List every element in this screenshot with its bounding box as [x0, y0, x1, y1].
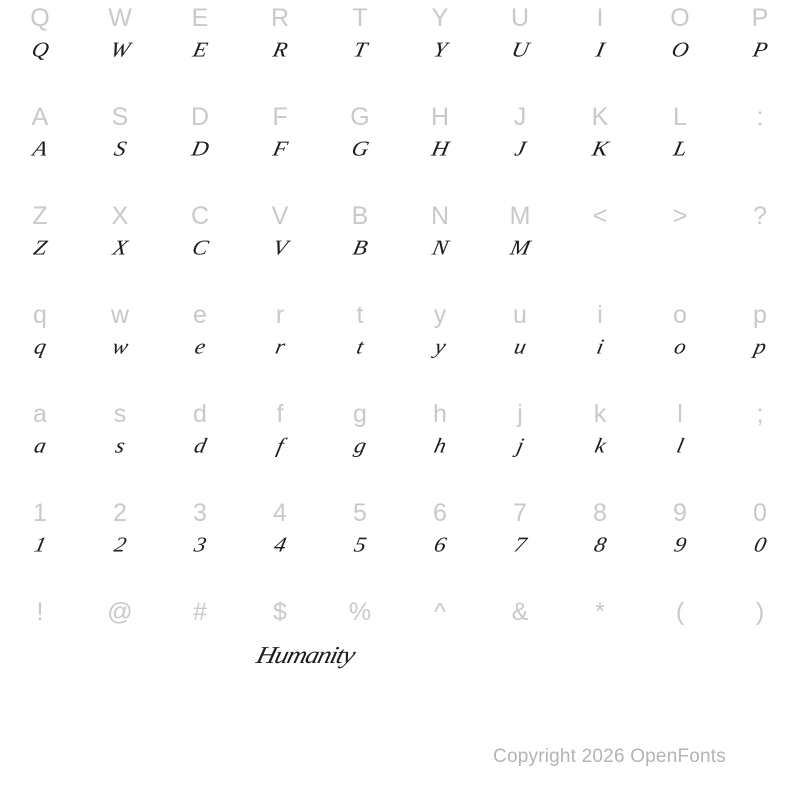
key-label: *	[595, 598, 605, 626]
glyph-sample: V	[270, 236, 290, 260]
glyph-cell	[0, 34, 80, 66]
glyph-sample: T	[351, 38, 369, 62]
key-cell	[400, 594, 480, 628]
key-cell	[560, 99, 640, 133]
glyph-cell	[0, 529, 80, 561]
key-label: O	[670, 4, 690, 32]
signature-sample: Humanity	[253, 641, 357, 669]
key-cell	[240, 198, 320, 232]
key-label: p	[753, 301, 767, 329]
key-cell	[160, 99, 240, 133]
glyph-cell	[80, 331, 160, 363]
glyph-cell	[400, 331, 480, 363]
key-cell	[640, 594, 720, 628]
copyright-notice: Copyright 2026 OpenFonts	[493, 746, 726, 767]
glyph-cell	[720, 331, 800, 363]
glyph-sample: t	[354, 335, 366, 359]
glyph-sample: Y	[431, 38, 449, 62]
key-label: 8	[593, 499, 607, 527]
glyph-sample: k	[592, 434, 608, 458]
glyph-cell	[240, 430, 320, 462]
key-label: ?	[753, 202, 767, 230]
key-label: &	[511, 598, 529, 626]
glyph-row	[0, 34, 800, 66]
key-label-row	[0, 99, 800, 133]
key-label: 4	[273, 499, 287, 527]
glyph-sample: 6	[432, 533, 449, 557]
glyph-sample: 9	[672, 533, 689, 557]
glyph-cell	[240, 331, 320, 363]
key-cell	[0, 594, 80, 628]
key-cell	[480, 594, 560, 628]
key-label-row	[0, 396, 800, 430]
key-cell	[320, 0, 400, 34]
key-label: H	[430, 103, 450, 131]
key-cell	[640, 99, 720, 133]
key-cell	[400, 0, 480, 34]
key-label: 0	[753, 499, 767, 527]
glyph-cell	[640, 529, 720, 561]
signature-sample-row	[0, 640, 800, 671]
glyph-cell	[0, 133, 80, 165]
glyph-sample: D	[189, 137, 211, 161]
glyph-cell	[240, 232, 320, 264]
glyph-sample: C	[190, 236, 210, 260]
glyph-sample: S	[112, 137, 129, 161]
glyph-sample: E	[190, 38, 210, 62]
key-cell	[720, 594, 800, 628]
key-label: U	[510, 4, 530, 32]
key-label: s	[113, 400, 127, 428]
key-label: ^	[434, 598, 446, 626]
glyph-cell	[400, 529, 480, 561]
glyph-sample: G	[349, 137, 371, 161]
glyph-cell	[400, 430, 480, 462]
glyph-cell	[80, 430, 160, 462]
key-cell	[80, 396, 160, 430]
key-cell	[480, 495, 560, 529]
glyph-sample: F	[270, 137, 290, 161]
glyph-sample: f	[274, 434, 286, 458]
glyph-cell	[320, 529, 400, 561]
glyph-cell	[160, 232, 240, 264]
glyph-sample: u	[512, 335, 529, 359]
glyph-sample: L	[671, 137, 689, 161]
glyph-cell	[320, 331, 400, 363]
key-cell	[160, 495, 240, 529]
glyph-sample: A	[30, 137, 50, 161]
key-cell	[160, 198, 240, 232]
key-label: ;	[756, 400, 764, 428]
key-label: 7	[513, 499, 527, 527]
key-cell	[320, 297, 400, 331]
glyph-sample	[637, 233, 723, 262]
glyph-sample: h	[432, 434, 449, 458]
key-cell	[160, 297, 240, 331]
key-cell	[560, 495, 640, 529]
glyph-sample: M	[508, 236, 532, 260]
glyph-cell	[0, 430, 80, 462]
key-label: 2	[113, 499, 127, 527]
glyph-sample: g	[352, 434, 369, 458]
key-label: u	[513, 301, 527, 329]
glyph-cell	[0, 331, 80, 363]
key-label: h	[433, 400, 447, 428]
key-label: g	[353, 400, 367, 428]
key-label-row	[0, 0, 800, 34]
key-label-row	[0, 198, 800, 232]
glyph-cell	[80, 133, 160, 165]
key-cell	[240, 0, 320, 34]
key-label: >	[672, 202, 688, 230]
key-label: t	[356, 301, 364, 329]
key-label: w	[110, 301, 130, 329]
glyph-cell	[320, 133, 400, 165]
key-cell	[160, 396, 240, 430]
key-label: V	[271, 202, 289, 230]
key-cell	[480, 0, 560, 34]
key-cell	[80, 594, 160, 628]
glyph-sample: 8	[592, 533, 609, 557]
key-label: i	[597, 301, 603, 329]
glyph-sample: 4	[272, 533, 289, 557]
key-cell	[720, 297, 800, 331]
glyph-cell	[720, 529, 800, 561]
glyph-cell	[160, 430, 240, 462]
key-label-row	[0, 297, 800, 331]
glyph-row	[0, 529, 800, 561]
key-label: 1	[33, 499, 47, 527]
key-cell	[240, 495, 320, 529]
key-label: P	[751, 4, 769, 32]
key-label: #	[193, 598, 207, 626]
key-label: o	[673, 301, 687, 329]
key-label: A	[31, 103, 49, 131]
key-label: l	[677, 400, 683, 428]
key-cell	[480, 297, 560, 331]
glyph-sample: P	[750, 38, 770, 62]
glyph-sample: o	[672, 335, 689, 359]
key-label: $	[273, 598, 287, 626]
key-cell	[80, 99, 160, 133]
glyph-sample: s	[113, 434, 127, 458]
glyph-sample: X	[110, 236, 130, 260]
key-label: d	[193, 400, 207, 428]
glyph-sample: Q	[29, 38, 51, 62]
glyph-sample: B	[350, 236, 370, 260]
key-cell	[320, 495, 400, 529]
key-label: N	[430, 202, 450, 230]
key-cell	[480, 396, 560, 430]
key-cell	[320, 198, 400, 232]
glyph-cell	[480, 529, 560, 561]
glyph-sample: r	[273, 335, 287, 359]
key-label: X	[111, 202, 129, 230]
key-cell	[400, 198, 480, 232]
key-cell	[0, 495, 80, 529]
glyph-sample: 2	[112, 533, 129, 557]
glyph-cell	[240, 529, 320, 561]
key-label-row	[0, 594, 800, 628]
key-cell	[560, 198, 640, 232]
key-label: %	[348, 598, 372, 626]
glyph-cell	[480, 331, 560, 363]
key-cell	[720, 0, 800, 34]
glyph-sample: 7	[512, 533, 529, 557]
key-cell	[400, 495, 480, 529]
key-label: J	[513, 103, 527, 131]
glyph-sample: H	[429, 137, 451, 161]
key-cell	[720, 99, 800, 133]
glyph-cell	[480, 133, 560, 165]
glyph-cell	[560, 232, 640, 264]
key-label: q	[33, 301, 47, 329]
glyph-sample	[717, 233, 800, 262]
glyph-cell	[640, 34, 720, 66]
key-label: E	[191, 4, 209, 32]
key-label: 9	[673, 499, 687, 527]
key-cell	[560, 594, 640, 628]
key-cell	[0, 198, 80, 232]
glyph-sample: W	[108, 38, 132, 62]
glyph-sample: N	[430, 236, 450, 260]
key-cell	[640, 297, 720, 331]
glyph-cell	[720, 34, 800, 66]
key-label-row	[0, 495, 800, 529]
key-cell	[0, 99, 80, 133]
key-label: B	[351, 202, 369, 230]
key-label: !	[36, 598, 44, 626]
key-cell	[160, 0, 240, 34]
glyph-cell	[320, 34, 400, 66]
glyph-cell	[480, 34, 560, 66]
key-cell	[320, 99, 400, 133]
glyph-cell	[640, 331, 720, 363]
key-cell	[0, 396, 80, 430]
glyph-cell	[160, 331, 240, 363]
glyph-cell	[640, 430, 720, 462]
glyph-row	[0, 331, 800, 363]
key-label: 3	[193, 499, 207, 527]
key-label: )	[755, 598, 765, 626]
key-cell	[400, 396, 480, 430]
key-cell	[640, 0, 720, 34]
key-label: D	[190, 103, 210, 131]
key-label: Y	[431, 4, 449, 32]
key-cell	[0, 297, 80, 331]
glyph-cell	[160, 133, 240, 165]
glyph-row	[0, 430, 800, 462]
glyph-cell	[560, 529, 640, 561]
glyph-cell	[0, 232, 80, 264]
key-label: S	[111, 103, 129, 131]
key-label: r	[275, 301, 285, 329]
glyph-sample: j	[514, 434, 526, 458]
key-label: 5	[353, 499, 367, 527]
glyph-cell	[640, 133, 720, 165]
key-cell	[720, 396, 800, 430]
key-cell	[480, 198, 560, 232]
glyph-cell	[480, 430, 560, 462]
key-label: :	[756, 103, 764, 131]
glyph-sample: R	[270, 38, 290, 62]
glyph-sample: w	[110, 335, 130, 359]
glyph-cell	[720, 133, 800, 165]
key-cell	[80, 0, 160, 34]
glyph-cell	[560, 34, 640, 66]
glyph-sample	[557, 233, 643, 262]
glyph-cell	[480, 232, 560, 264]
key-cell	[640, 495, 720, 529]
key-cell	[720, 495, 800, 529]
glyph-cell	[320, 430, 400, 462]
key-label: <	[592, 202, 608, 230]
key-cell	[560, 297, 640, 331]
glyph-sample: K	[590, 137, 610, 161]
glyph-sample: 3	[192, 533, 209, 557]
key-cell	[80, 495, 160, 529]
glyph-sample: i	[594, 335, 606, 359]
key-cell	[240, 396, 320, 430]
key-label: W	[108, 4, 132, 32]
key-cell	[560, 396, 640, 430]
key-cell	[640, 198, 720, 232]
key-label: K	[591, 103, 609, 131]
glyph-cell	[240, 34, 320, 66]
glyph-row	[0, 133, 800, 165]
key-cell	[240, 594, 320, 628]
key-label: 6	[433, 499, 447, 527]
key-cell	[640, 396, 720, 430]
glyph-sample: U	[509, 38, 531, 62]
key-cell	[320, 396, 400, 430]
key-label: F	[272, 103, 288, 131]
glyph-sample: y	[432, 335, 448, 359]
key-label: y	[433, 301, 447, 329]
glyph-sample: q	[32, 335, 49, 359]
glyph-sample	[717, 134, 800, 163]
glyph-sample	[717, 431, 800, 460]
key-cell	[400, 297, 480, 331]
glyph-cell	[400, 34, 480, 66]
key-label: Z	[32, 202, 48, 230]
glyph-cell	[400, 133, 480, 165]
key-label: M	[509, 202, 531, 230]
glyph-sample: Z	[31, 236, 49, 260]
key-cell	[560, 0, 640, 34]
glyph-cell	[320, 232, 400, 264]
glyph-sample: J	[512, 137, 528, 161]
glyph-cell	[80, 529, 160, 561]
glyph-row	[0, 232, 800, 264]
key-label: I	[596, 4, 604, 32]
glyph-sample: e	[192, 335, 208, 359]
key-label: T	[352, 4, 368, 32]
key-cell	[720, 198, 800, 232]
key-cell	[80, 297, 160, 331]
glyph-sample: d	[192, 434, 209, 458]
key-label: k	[593, 400, 607, 428]
glyph-cell	[560, 430, 640, 462]
key-cell	[240, 297, 320, 331]
key-cell	[480, 99, 560, 133]
key-cell	[160, 594, 240, 628]
glyph-sample: 5	[352, 533, 369, 557]
key-cell	[320, 594, 400, 628]
glyph-sample: 0	[752, 533, 769, 557]
glyph-cell	[160, 34, 240, 66]
key-label: Q	[30, 4, 50, 32]
key-label: C	[190, 202, 210, 230]
glyph-sample: a	[32, 434, 49, 458]
glyph-cell	[720, 430, 800, 462]
key-label: L	[673, 103, 687, 131]
key-label: j	[517, 400, 523, 428]
glyph-sample: l	[674, 434, 686, 458]
key-label: G	[350, 103, 370, 131]
key-cell	[0, 0, 80, 34]
key-label: a	[33, 400, 47, 428]
key-cell	[240, 99, 320, 133]
key-label: e	[193, 301, 207, 329]
key-label: (	[675, 598, 685, 626]
glyph-cell	[640, 232, 720, 264]
glyph-cell	[80, 34, 160, 66]
key-label: R	[270, 4, 290, 32]
glyph-cell	[720, 232, 800, 264]
key-label: @	[107, 598, 133, 626]
glyph-sample: p	[752, 335, 769, 359]
glyph-cell	[560, 133, 640, 165]
glyph-cell	[560, 331, 640, 363]
glyph-cell	[80, 232, 160, 264]
key-label: f	[276, 400, 284, 428]
glyph-cell	[400, 232, 480, 264]
key-cell	[80, 198, 160, 232]
key-cell	[400, 99, 480, 133]
glyph-cell	[160, 529, 240, 561]
glyph-sample: I	[594, 38, 607, 62]
glyph-cell	[240, 133, 320, 165]
glyph-sample: O	[669, 38, 691, 62]
glyph-sample: 1	[32, 533, 49, 557]
